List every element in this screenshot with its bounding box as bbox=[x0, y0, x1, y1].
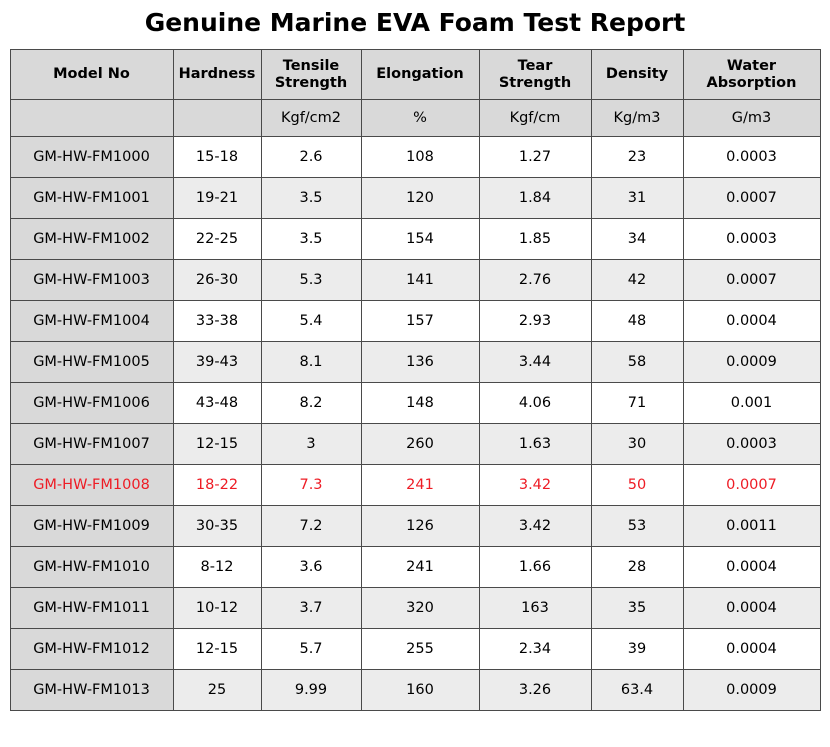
unit-tear-strength: Kgf/cm bbox=[479, 100, 591, 137]
cell-value: 50 bbox=[591, 465, 683, 506]
unit-model-no bbox=[10, 100, 173, 137]
column-header-tensile-strength: Tensile Strength bbox=[261, 50, 361, 100]
cell-model-no: GM-HW-FM1002 bbox=[10, 219, 173, 260]
table-row bbox=[10, 506, 820, 547]
cell-value: 0.0011 bbox=[683, 506, 820, 547]
cell-value: 320 bbox=[361, 588, 479, 629]
cell-value: 48 bbox=[591, 301, 683, 342]
cell-value: 3.7 bbox=[261, 588, 361, 629]
table-row bbox=[10, 137, 820, 178]
cell-value: 163 bbox=[479, 588, 591, 629]
cell-value: 0.0007 bbox=[683, 465, 820, 506]
cell-value: 0.0009 bbox=[683, 342, 820, 383]
cell-value: 3.5 bbox=[261, 219, 361, 260]
cell-value: 0.0004 bbox=[683, 588, 820, 629]
cell-value: 260 bbox=[361, 424, 479, 465]
cell-model-no: GM-HW-FM1003 bbox=[10, 260, 173, 301]
cell-model-no: GM-HW-FM1001 bbox=[10, 178, 173, 219]
cell-value: 30-35 bbox=[173, 506, 261, 547]
cell-value: 160 bbox=[361, 670, 479, 711]
table-row bbox=[10, 629, 820, 670]
cell-value: 2.76 bbox=[479, 260, 591, 301]
cell-value: 12-15 bbox=[173, 424, 261, 465]
cell-value: 1.27 bbox=[479, 137, 591, 178]
cell-value: 241 bbox=[361, 465, 479, 506]
cell-value: 25 bbox=[173, 670, 261, 711]
column-header-density: Density bbox=[591, 50, 683, 100]
table-row bbox=[10, 178, 820, 219]
cell-value: 58 bbox=[591, 342, 683, 383]
column-header-model-no: Model No bbox=[10, 50, 173, 100]
cell-value: 0.0003 bbox=[683, 424, 820, 465]
cell-model-no: GM-HW-FM1006 bbox=[10, 383, 173, 424]
cell-value: 5.7 bbox=[261, 629, 361, 670]
cell-value: 1.84 bbox=[479, 178, 591, 219]
cell-value: 26-30 bbox=[173, 260, 261, 301]
cell-value: 0.0007 bbox=[683, 260, 820, 301]
column-header-hardness: Hardness bbox=[173, 50, 261, 100]
cell-value: 10-12 bbox=[173, 588, 261, 629]
unit-tensile-strength: Kgf/cm2 bbox=[261, 100, 361, 137]
test-report-table bbox=[10, 49, 821, 711]
cell-model-no: GM-HW-FM1009 bbox=[10, 506, 173, 547]
cell-value: 22-25 bbox=[173, 219, 261, 260]
column-header-water-absorption: Water Absorption bbox=[683, 50, 820, 100]
cell-value: 28 bbox=[591, 547, 683, 588]
cell-model-no: GM-HW-FM1008 bbox=[10, 465, 173, 506]
header-row bbox=[10, 50, 820, 100]
cell-value: 34 bbox=[591, 219, 683, 260]
cell-value: 30 bbox=[591, 424, 683, 465]
cell-model-no: GM-HW-FM1011 bbox=[10, 588, 173, 629]
cell-value: 141 bbox=[361, 260, 479, 301]
table-row bbox=[10, 301, 820, 342]
column-header-elongation: Elongation bbox=[361, 50, 479, 100]
cell-value: 71 bbox=[591, 383, 683, 424]
cell-value: 0.0004 bbox=[683, 301, 820, 342]
cell-value: 43-48 bbox=[173, 383, 261, 424]
cell-value: 2.34 bbox=[479, 629, 591, 670]
cell-value: 3.5 bbox=[261, 178, 361, 219]
table-row bbox=[10, 260, 820, 301]
cell-model-no: GM-HW-FM1005 bbox=[10, 342, 173, 383]
cell-value: 0.0009 bbox=[683, 670, 820, 711]
cell-model-no: GM-HW-FM1007 bbox=[10, 424, 173, 465]
unit-hardness bbox=[173, 100, 261, 137]
table-header bbox=[10, 50, 820, 137]
cell-model-no: GM-HW-FM1000 bbox=[10, 137, 173, 178]
cell-value: 1.63 bbox=[479, 424, 591, 465]
cell-value: 42 bbox=[591, 260, 683, 301]
table-row bbox=[10, 383, 820, 424]
cell-value: 2.93 bbox=[479, 301, 591, 342]
cell-value: 18-22 bbox=[173, 465, 261, 506]
table-row bbox=[10, 588, 820, 629]
cell-value: 255 bbox=[361, 629, 479, 670]
table-row bbox=[10, 424, 820, 465]
cell-value: 148 bbox=[361, 383, 479, 424]
table-row bbox=[10, 465, 820, 506]
cell-value: 3 bbox=[261, 424, 361, 465]
cell-value: 12-15 bbox=[173, 629, 261, 670]
cell-value: 5.4 bbox=[261, 301, 361, 342]
page-title: Genuine Marine EVA Foam Test Report bbox=[144, 8, 686, 37]
table-body bbox=[10, 137, 820, 711]
cell-value: 5.3 bbox=[261, 260, 361, 301]
cell-value: 241 bbox=[361, 547, 479, 588]
cell-value: 157 bbox=[361, 301, 479, 342]
cell-value: 3.26 bbox=[479, 670, 591, 711]
cell-value: 39-43 bbox=[173, 342, 261, 383]
cell-value: 8.2 bbox=[261, 383, 361, 424]
cell-value: 53 bbox=[591, 506, 683, 547]
cell-value: 35 bbox=[591, 588, 683, 629]
cell-value: 0.0004 bbox=[683, 629, 820, 670]
unit-water-absorption: G/m3 bbox=[683, 100, 820, 137]
cell-model-no: GM-HW-FM1010 bbox=[10, 547, 173, 588]
cell-value: 126 bbox=[361, 506, 479, 547]
cell-value: 0.001 bbox=[683, 383, 820, 424]
table-row bbox=[10, 219, 820, 260]
unit-elongation: % bbox=[361, 100, 479, 137]
cell-value: 1.66 bbox=[479, 547, 591, 588]
cell-model-no: GM-HW-FM1013 bbox=[10, 670, 173, 711]
cell-value: 108 bbox=[361, 137, 479, 178]
cell-value: 31 bbox=[591, 178, 683, 219]
cell-value: 0.0004 bbox=[683, 547, 820, 588]
cell-value: 0.0003 bbox=[683, 137, 820, 178]
cell-value: 3.42 bbox=[479, 465, 591, 506]
cell-value: 120 bbox=[361, 178, 479, 219]
cell-value: 39 bbox=[591, 629, 683, 670]
cell-value: 2.6 bbox=[261, 137, 361, 178]
cell-value: 3.6 bbox=[261, 547, 361, 588]
cell-value: 154 bbox=[361, 219, 479, 260]
cell-value: 3.44 bbox=[479, 342, 591, 383]
cell-value: 7.3 bbox=[261, 465, 361, 506]
cell-model-no: GM-HW-FM1004 bbox=[10, 301, 173, 342]
cell-value: 0.0003 bbox=[683, 219, 820, 260]
table-row bbox=[10, 342, 820, 383]
cell-value: 9.99 bbox=[261, 670, 361, 711]
column-header-tear-strength: Tear Strength bbox=[479, 50, 591, 100]
cell-value: 8-12 bbox=[173, 547, 261, 588]
cell-value: 63.4 bbox=[591, 670, 683, 711]
units-row bbox=[10, 100, 820, 137]
table-row bbox=[10, 670, 820, 711]
cell-value: 23 bbox=[591, 137, 683, 178]
cell-value: 4.06 bbox=[479, 383, 591, 424]
cell-value: 0.0007 bbox=[683, 178, 820, 219]
cell-value: 1.85 bbox=[479, 219, 591, 260]
cell-value: 15-18 bbox=[173, 137, 261, 178]
cell-model-no: GM-HW-FM1012 bbox=[10, 629, 173, 670]
cell-value: 19-21 bbox=[173, 178, 261, 219]
cell-value: 7.2 bbox=[261, 506, 361, 547]
cell-value: 136 bbox=[361, 342, 479, 383]
table-row bbox=[10, 547, 820, 588]
cell-value: 33-38 bbox=[173, 301, 261, 342]
cell-value: 8.1 bbox=[261, 342, 361, 383]
unit-density: Kg/m3 bbox=[591, 100, 683, 137]
cell-value: 3.42 bbox=[479, 506, 591, 547]
